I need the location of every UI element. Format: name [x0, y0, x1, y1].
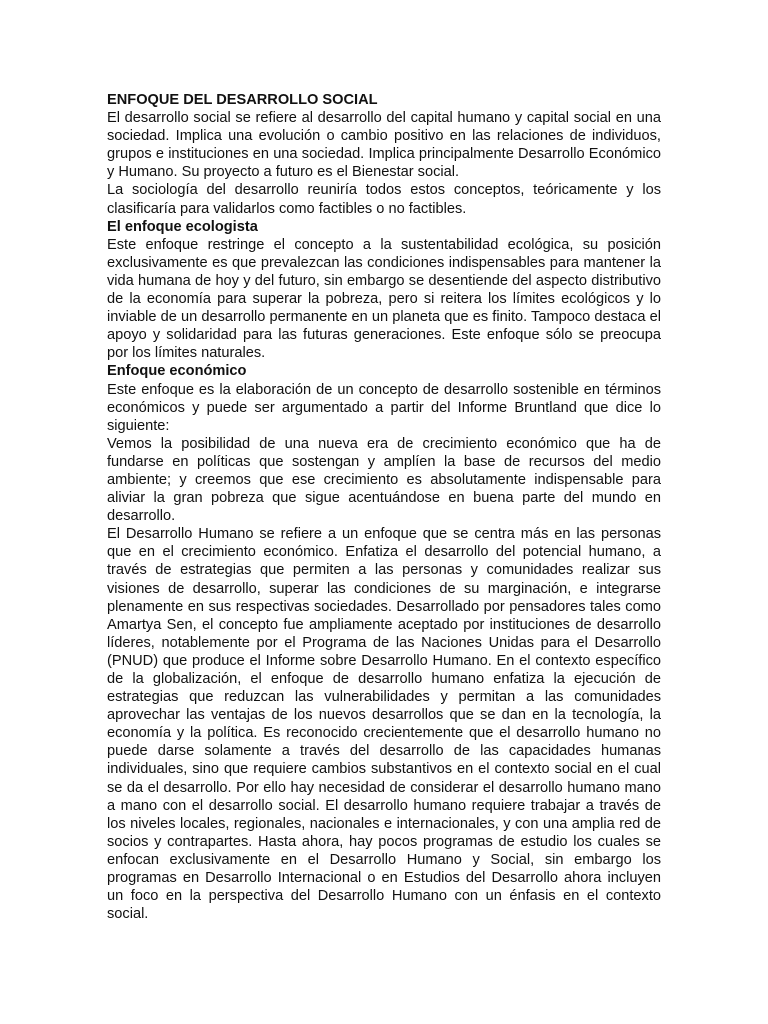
desarrollo-humano-paragraph: El Desarrollo Humano se refiere a un enfoque que se centra más en las personas que en el crecimiento económico. Enfatiza el desarrollo del potencial humano, a través de estrategias que permiten a las personas y comunidades realizar sus visiones de desarrollo, superar las condiciones de su marginación, e integrarse plenamente en sus respectivas sociedades. Desarrollado por pensadores tales como Amartya Sen, el concepto fue ampliamente aceptado por instituciones de desarrollo líderes, notablemente por el Programa de las Naciones Unidas para el Desarrollo (PNUD) que produce el Informe sobre Desarrollo Humano. En el contexto específico de la globalización, el enfoque de desarrollo humano enfatiza la ejecución de estrategias que reduzcan las vulnerabilidades y permitan a las comunidades aprovechar las ventajas de los nuevos desarrollos que se dan en la tecnología, la economía y la política. Es reconocido crecientemente que el desarrollo humano no puede darse solamente a través del desarrollo de las capacidades humanas individuales, sino que requiere cambios substantivos en el contexto social en el cual se da el desarrollo. Por ello hay necesidad de considerar el desarrollo humano mano a mano con el desarrollo social. El desarrollo humano requiere trabajar a través de los niveles locales, regionales, nacionales e internacionales, y con una amplia red de socios y contrapartes. Hasta ahora, hay pocos programas de estudio los cuales se enfocan exclusivamente en el Desarrollo Humano y Social, sin embargo los programas en Desarrollo Internacional o en Estudios del Desarrollo ahora incluyen un foco en la perspectiva del Desarrollo Humano con un énfasis en el contexto social.	[107, 526, 661, 923]
document-page	[107, 91, 661, 923]
ecologista-paragraph: Este enfoque restringe el concepto a la sustentabilidad ecológica, su posición exclusivamente es que prevalezcan las condiciones indispensables para mantener la vida humana de hoy y del futuro, sin embargo se desentiende del aspecto distributivo de la economía para superar la pobreza, pero si reitera los límites ecológicos y lo inviable de un desarrollo permanente en un planeta que es finito. Tampoco destaca el apoyo y solidaridad para las futuras generaciones. Este enfoque sólo se preocupa por los límites naturales.	[107, 236, 661, 362]
section-heading-ecologista: El enfoque ecologista	[107, 218, 258, 235]
intro-paragraph-1: El desarrollo social se refiere al desarrollo del capital humano y capital social en una sociedad. Implica una evolución o cambio positivo en las relaciones de individuos, grupos e instituciones en una sociedad. Implica principalmente Desarrollo Económico y Humano. Su proyecto a futuro es el Bienestar social.	[107, 110, 661, 181]
economico-paragraph-2: Vemos la posibilidad de una nueva era de crecimiento económico que ha de fundarse en políticas que sostengan y amplíen la base de recursos del medio ambiente; y creemos que ese crecimiento es absolutamente indispensable para aliviar la gran pobreza que sigue acentuándose en buena parte del mundo en desarrollo.	[107, 435, 661, 525]
economico-paragraph-1: Este enfoque es la elaboración de un concepto de desarrollo sostenible en términos económicos y puede ser argumentado a partir del Informe Bruntland que dice lo siguiente:	[107, 381, 661, 434]
document-title: ENFOQUE DEL DESARROLLO SOCIAL	[107, 92, 378, 108]
intro-paragraph-2: La sociología del desarrollo reuniría todos estos conceptos, teóricamente y los clasificaría para validarlos como factibles o no factibles.	[107, 182, 661, 217]
section-heading-economico: Enfoque económico	[107, 363, 247, 380]
